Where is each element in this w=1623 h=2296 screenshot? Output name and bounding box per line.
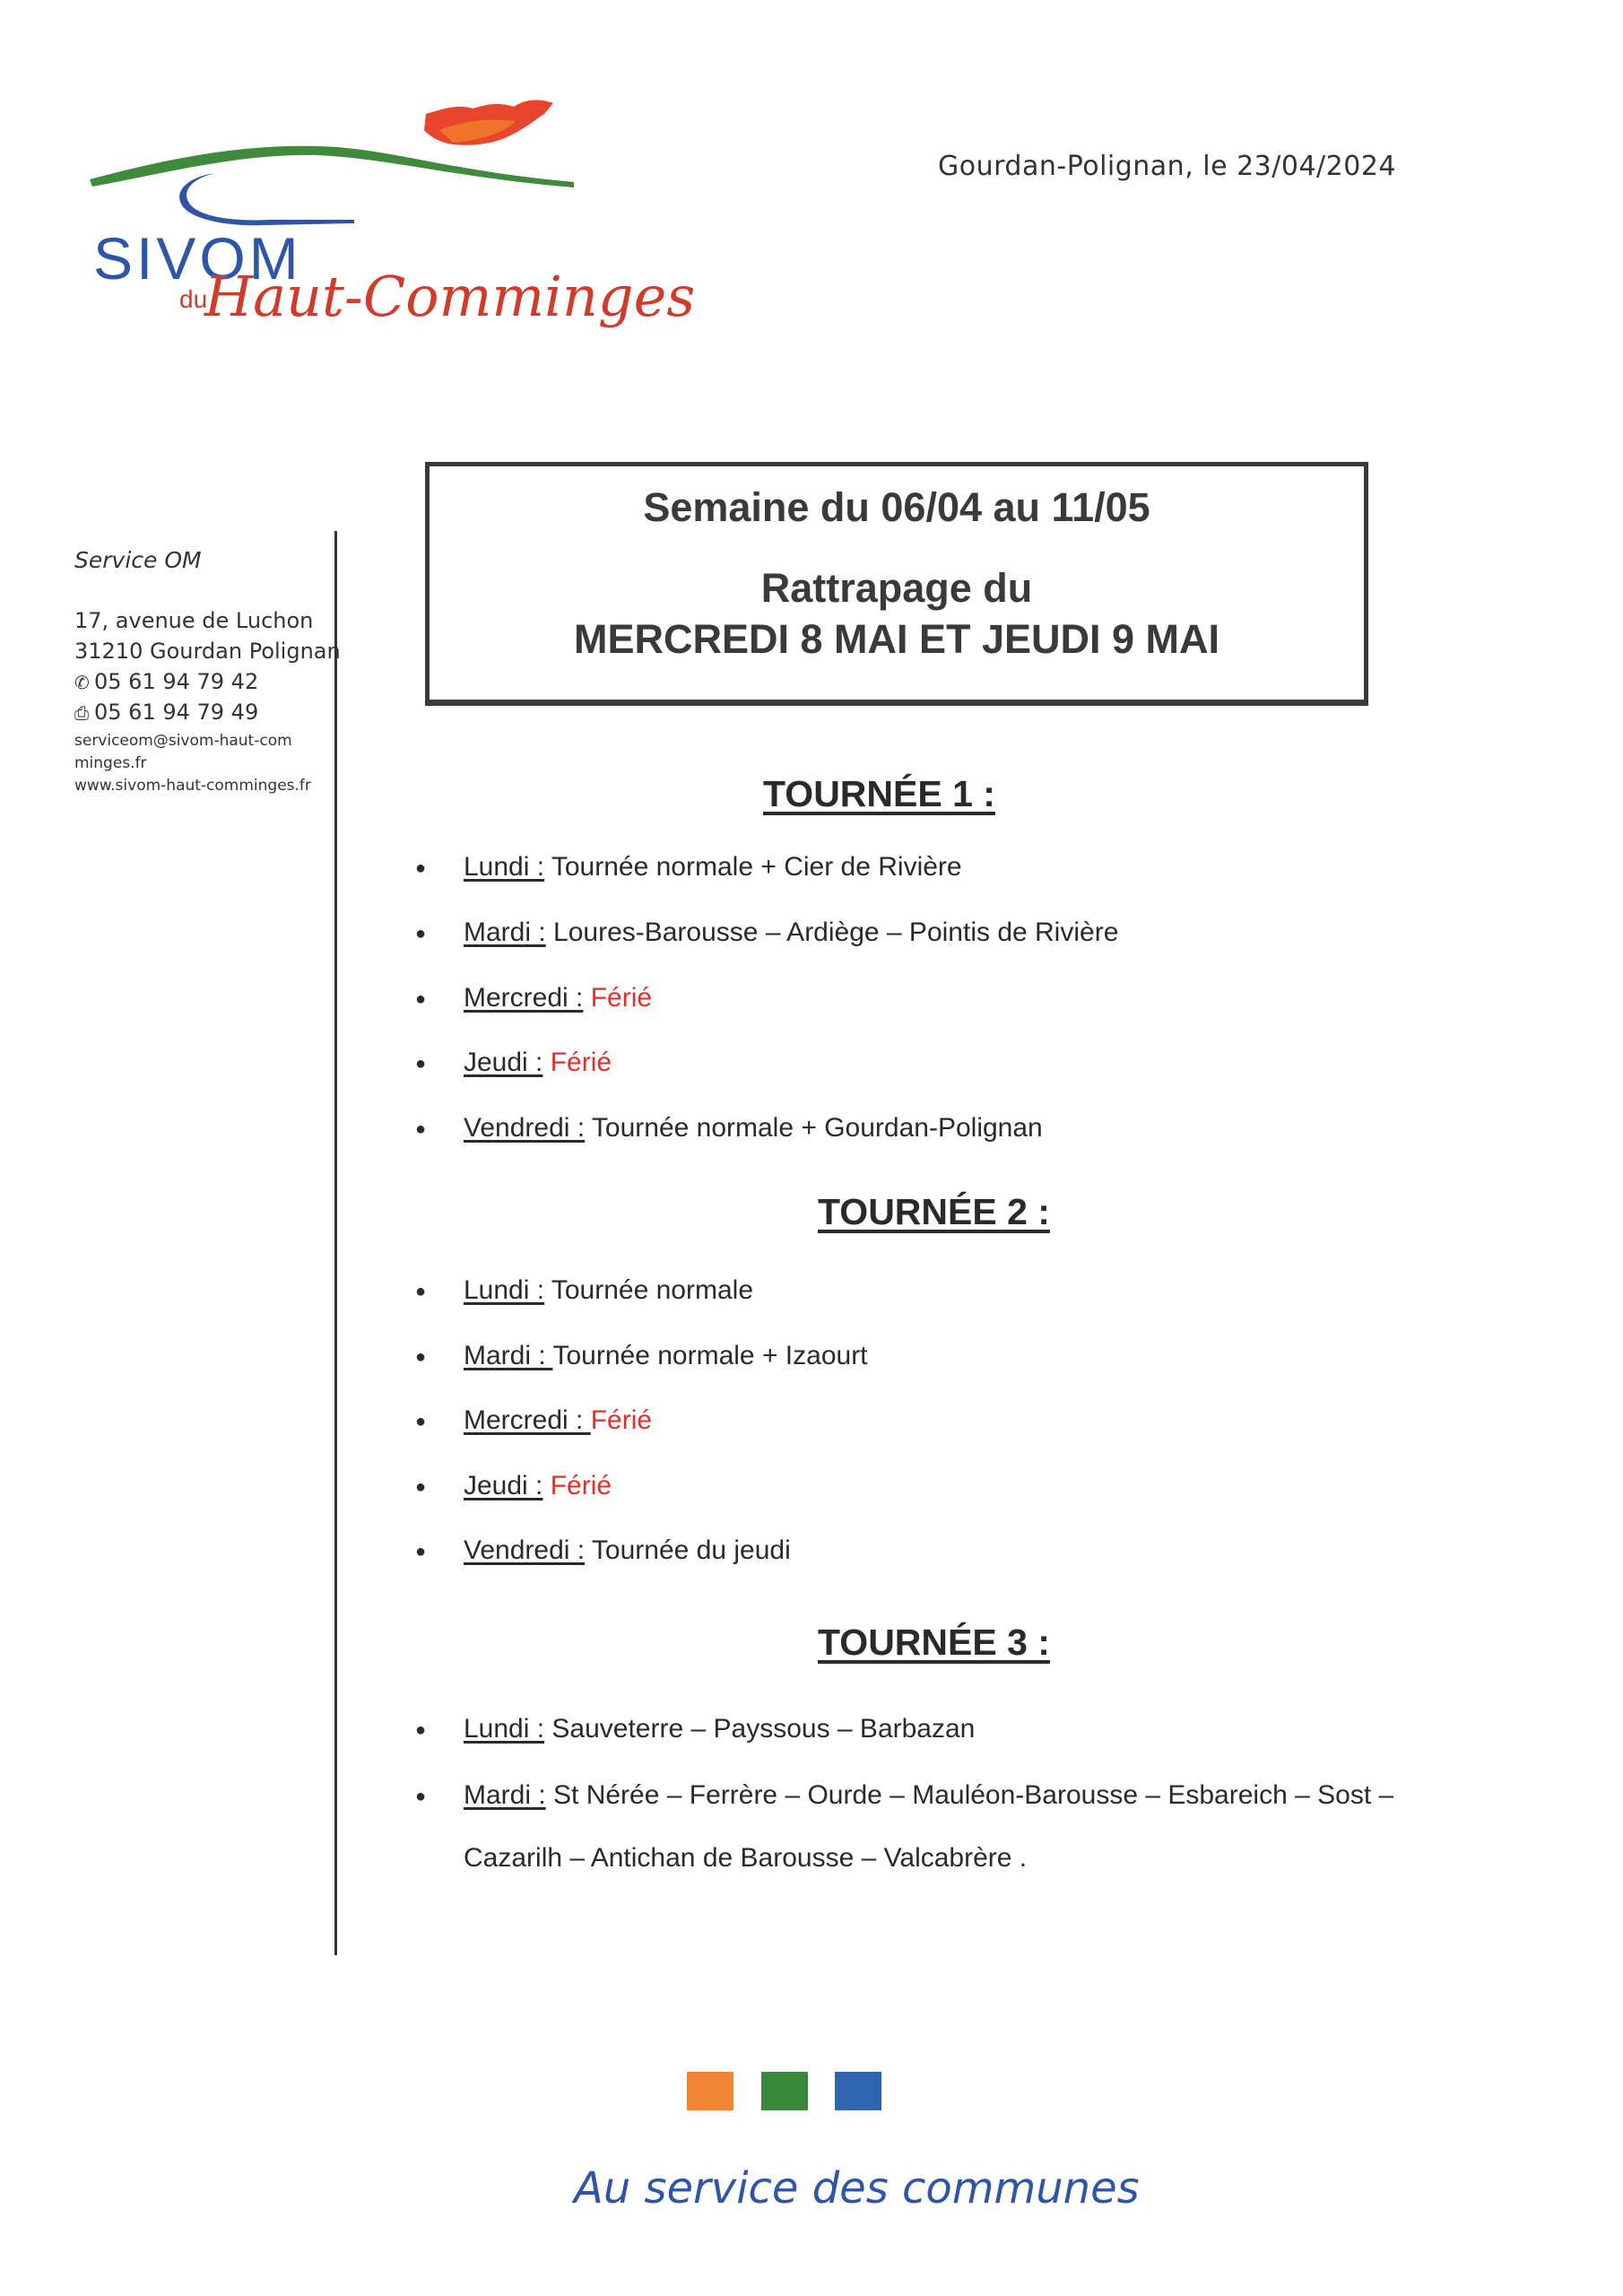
tournee-2-heading: TOURNÉE 2 : (818, 1191, 1050, 1232)
tournee-2-item-jeudi (415, 1471, 612, 1501)
title-box (425, 462, 1368, 706)
day-label: Lundi : (464, 1714, 545, 1744)
tournee-2-item-vendredi (415, 1535, 791, 1566)
day-text: St Nérée – Ferrère – Ourde – Mauléon-Barousse – Esbareich – Sost – (545, 1780, 1394, 1810)
sidebar-fax (74, 700, 258, 725)
date-line: Gourdan-Polignan, le 23/04/2024 (938, 151, 1396, 182)
bullet-icon: ● (415, 1476, 427, 1497)
day-text-ferie: Férié (542, 1048, 612, 1077)
day-label: Mardi : (464, 1341, 553, 1370)
sidebar-tel-number: 05 61 94 79 42 (94, 669, 259, 694)
sidebar-address-line2: 31210 Gourdan Polignan (74, 639, 341, 664)
tournee-1-item-lundi (415, 852, 962, 883)
sidebar-service: Service OM (74, 547, 202, 573)
title-catchup-line1: Rattrapage du (760, 565, 1033, 611)
day-text: Tournée normale (544, 1275, 754, 1305)
day-label: Vendredi : (464, 1113, 586, 1143)
tournee-3-mardi-continuation: Cazarilh – Antichan de Barousse – Valcabrère . (464, 1843, 1028, 1873)
fax-icon: ⎙ (74, 702, 89, 724)
bullet-icon: ● (415, 923, 427, 944)
phone-icon: ✆ (74, 672, 90, 693)
bullet-icon: ● (415, 1541, 427, 1561)
footer-tagline: Au service des communes (574, 2163, 1140, 2213)
footer-square-orange (687, 2072, 733, 2110)
sidebar-tel (74, 669, 258, 694)
bullet-icon: ● (415, 1719, 427, 1740)
tournee-1-item-jeudi (415, 1048, 612, 1078)
title-week: Semaine du 06/04 au 11/05 (643, 484, 1150, 530)
day-text: Tournée du jeudi (585, 1535, 791, 1565)
day-text-ferie: Férié (542, 1471, 612, 1500)
logo-green-hill (90, 146, 574, 187)
bullet-icon: ● (415, 1053, 427, 1074)
tournee-1-item-vendredi (415, 1113, 1043, 1144)
sidebar-email[interactable]: serviceom@sivom-haut-comminges.fr (74, 732, 292, 772)
day-label: Lundi : (464, 852, 545, 882)
logo-sivom-text: SIVOM (93, 225, 302, 291)
bullet-icon: ● (415, 857, 427, 878)
logo-blue-swoosh (179, 173, 354, 225)
bullet-icon: ● (415, 1786, 427, 1806)
day-text-ferie: Férié (590, 1405, 653, 1435)
sidebar-divider (334, 531, 337, 1955)
day-label: Vendredi : (464, 1535, 586, 1565)
sidebar-address-line1: 17, avenue de Luchon (74, 608, 314, 633)
footer-square-green (761, 2072, 808, 2110)
tournee-2-item-mardi (415, 1341, 868, 1371)
bullet-icon: ● (415, 1346, 427, 1367)
day-label: Lundi : (464, 1275, 545, 1305)
bullet-icon: ● (415, 1411, 427, 1431)
logo-du-text: du (179, 285, 208, 313)
tournee-3-heading: TOURNÉE 3 : (818, 1622, 1050, 1663)
day-text: Loures-Barousse – Ardiège – Pointis de Rivière (545, 918, 1119, 947)
day-text-ferie: Férié (583, 983, 653, 1013)
title-catchup-line2: MERCREDI 8 MAI ET JEUDI 9 MAI (573, 616, 1220, 662)
bullet-icon: ● (415, 988, 427, 1009)
tournee-3-item-mardi (415, 1780, 1393, 1811)
day-label: Mercredi : (464, 983, 584, 1013)
day-text: Tournée normale + Cier de Rivière (544, 852, 962, 882)
footer-square-blue (835, 2072, 881, 2110)
bullet-icon: ● (415, 1281, 427, 1301)
tournee-3-item-lundi (415, 1714, 975, 1744)
tournee-1-item-mercredi (415, 983, 652, 1013)
day-text: Tournée normale + Izaourt (552, 1341, 868, 1370)
day-label: Jeudi : (464, 1471, 543, 1500)
logo-haut-comminges-text: Haut-Comminges (204, 264, 696, 329)
sidebar-fax-number: 05 61 94 79 49 (94, 700, 259, 725)
day-label: Mardi : (464, 1780, 546, 1810)
sidebar-website[interactable]: www.sivom-haut-comminges.fr (74, 777, 311, 795)
tournee-2-item-mercredi (415, 1405, 652, 1436)
day-text: Tournée normale + Gourdan-Polignan (585, 1113, 1043, 1143)
day-text: Sauveterre – Payssous – Barbazan (544, 1714, 976, 1744)
bullet-icon: ● (415, 1118, 427, 1139)
day-label: Mardi : (464, 918, 546, 947)
tournee-1-heading: TOURNÉE 1 : (763, 773, 995, 814)
tournee-1-item-mardi (415, 918, 1118, 948)
tournee-2-item-lundi (415, 1275, 753, 1306)
day-label: Mercredi : (464, 1405, 591, 1435)
day-label: Jeudi : (464, 1048, 543, 1077)
